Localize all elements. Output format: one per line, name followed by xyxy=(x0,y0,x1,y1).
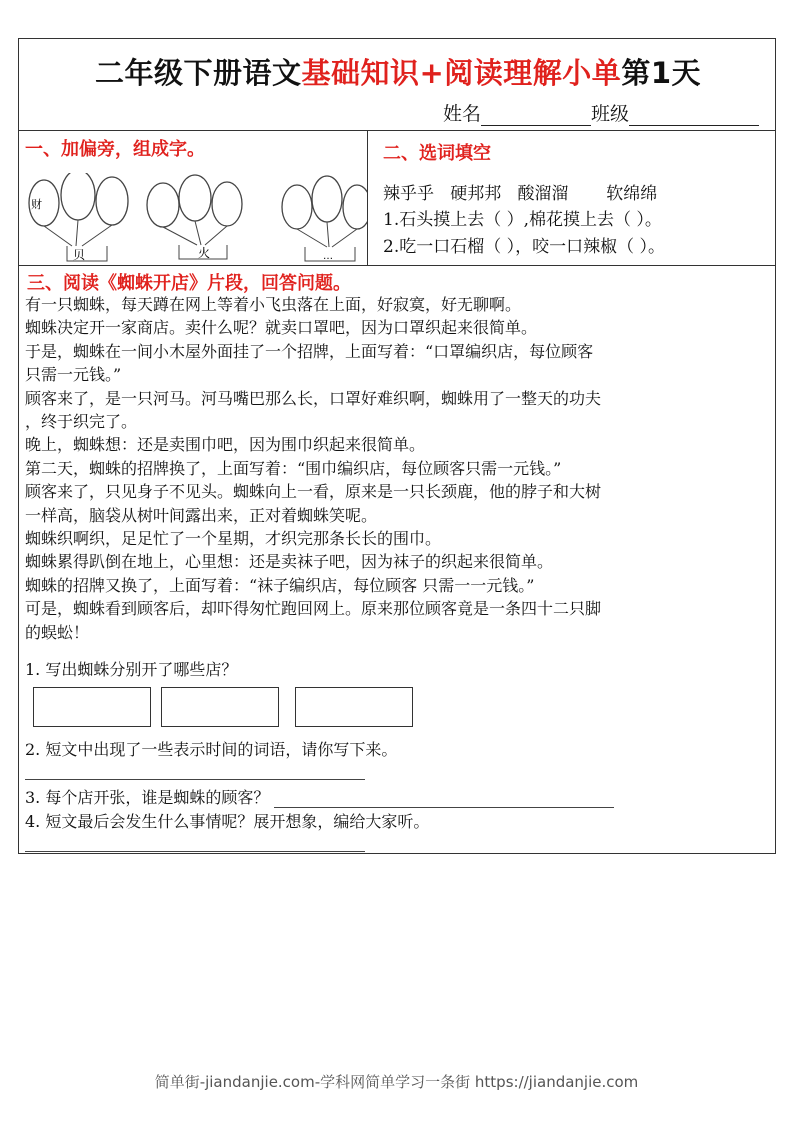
fill-blank-1[interactable]: 1.石头摸上去（ ）,棉花摸上去（ ）。 xyxy=(383,210,662,230)
passage-line: 顾客来了，是一只河马。河马嘴巴那么长，口罩好难织啊，蜘蛛用了一整天的功夫 xyxy=(25,388,602,408)
question-4: 4. 短文最后会发生什么事情呢？展开想象，编给大家听。 xyxy=(25,812,430,831)
radical-base: 火 xyxy=(198,246,211,260)
balloon-icon xyxy=(61,173,95,220)
divider xyxy=(19,130,775,131)
passage-line: 蜘蛛的招牌又换了，上面写着：“袜子编织店，每位顾客 只需一一元钱。” xyxy=(25,575,535,595)
passage-line: 于是，蜘蛛在一间小木屋外面挂了一个招牌，上面写着：“口罩编织店，每位顾客 xyxy=(25,341,594,361)
name-class-row xyxy=(443,99,759,126)
divider xyxy=(19,265,775,266)
class-field[interactable] xyxy=(629,106,759,126)
passage-line: ，终于织完了。 xyxy=(25,412,138,432)
word-option: 酸溜溜 xyxy=(517,184,569,204)
balloon-group-3 xyxy=(282,176,367,262)
question-2: 2. 短文中出现了一些表示时间的词语，请你写下来。 xyxy=(25,740,398,759)
answer-line[interactable] xyxy=(25,779,365,780)
radical-base: 贝 xyxy=(73,248,86,262)
passage-line: 晚上，蜘蛛想：还是卖围巾吧，因为围巾织起来很简单。 xyxy=(25,435,426,455)
passage-line: 一样高，脑袋从树叶间露出来，正对着蜘蛛笑呢。 xyxy=(25,505,378,525)
balloon-icon xyxy=(343,185,367,229)
divider xyxy=(367,131,368,265)
word-option: 硬邦邦 xyxy=(450,184,502,204)
balloon-icon xyxy=(312,176,342,222)
balloon-group-1 xyxy=(29,173,128,262)
balloon-icon xyxy=(179,175,211,221)
radical-base: … xyxy=(323,251,333,262)
balloon-icon xyxy=(212,182,242,226)
class-label: 班级 xyxy=(591,103,630,125)
passage-line: 有一只蜘蛛，每天蹲在网上等着小飞虫落在上面，好寂寞，好无聊啊。 xyxy=(25,295,522,314)
answer-line[interactable] xyxy=(274,793,614,808)
balloon-icon xyxy=(96,177,128,225)
answer-box[interactable] xyxy=(33,687,151,727)
balloon-exercise xyxy=(27,173,367,265)
word-bank xyxy=(383,179,657,204)
passage-line: 顾客来了，只见身子不见头。蜘蛛向上一看，原来是一只长颈鹿，他的脖子和大树 xyxy=(25,482,602,502)
passage-line: 可是，蜘蛛看到顾客后，却吓得匆忙跑回网上。原来那位顾客竟是一条四十二只脚 xyxy=(25,599,602,619)
question-3: 3. 每个店开张，谁是蜘蛛的顾客？ xyxy=(25,785,614,808)
answer-box[interactable] xyxy=(295,687,413,727)
fill-blank-2[interactable]: 2.吃一口石榴（ ），咬一口辣椒（ ）。 xyxy=(383,237,666,257)
page-title: 二年级下册语文基础知识+阅读理解小单第1天 xyxy=(94,56,701,90)
answer-line[interactable] xyxy=(25,851,365,852)
reading-passage xyxy=(25,293,771,644)
balloon-label: 财 xyxy=(31,198,42,211)
passage-line: 的蜈蚣！ xyxy=(25,622,90,642)
passage-line: 只需一元钱。” xyxy=(25,365,122,385)
question-1: 1. 写出蜘蛛分别开了哪些店？ xyxy=(25,660,238,679)
section-3-title: 三、阅读《蜘蛛开店》片段，回答问题。 xyxy=(27,273,351,294)
balloon-icon xyxy=(282,185,312,229)
passage-line: 蜘蛛决定开一家商店。卖什么呢？就卖口罩吧，因为口罩织起来很简单。 xyxy=(25,318,538,338)
word-option: 辣乎乎 xyxy=(383,184,434,204)
passage-line: 第二天，蜘蛛的招牌换了，上面写着：“围巾编织店，每位顾客只需一元钱。” xyxy=(25,458,562,478)
name-field[interactable] xyxy=(481,106,591,126)
section-2-title: 二、选词填空 xyxy=(383,143,491,164)
name-label: 姓名 xyxy=(443,103,482,125)
worksheet xyxy=(18,38,776,854)
balloon-icon xyxy=(147,183,179,227)
footer-watermark: 简单街-jiandanjie.com-学科网简单学习一条街 https://jiandanjie.com xyxy=(154,1073,639,1091)
section-1-title: 一、加偏旁，组成字。 xyxy=(25,139,205,160)
passage-line: 蜘蛛累得趴倒在地上，心里想：还是卖袜子吧，因为袜子的织起来很简单。 xyxy=(25,552,554,572)
passage-line: 蜘蛛织啊织，足足忙了一个星期，才织完那条长长的围巾。 xyxy=(25,529,442,549)
answer-box[interactable] xyxy=(161,687,279,727)
balloon-group-2 xyxy=(147,175,242,260)
word-option: 软绵绵 xyxy=(606,184,658,204)
